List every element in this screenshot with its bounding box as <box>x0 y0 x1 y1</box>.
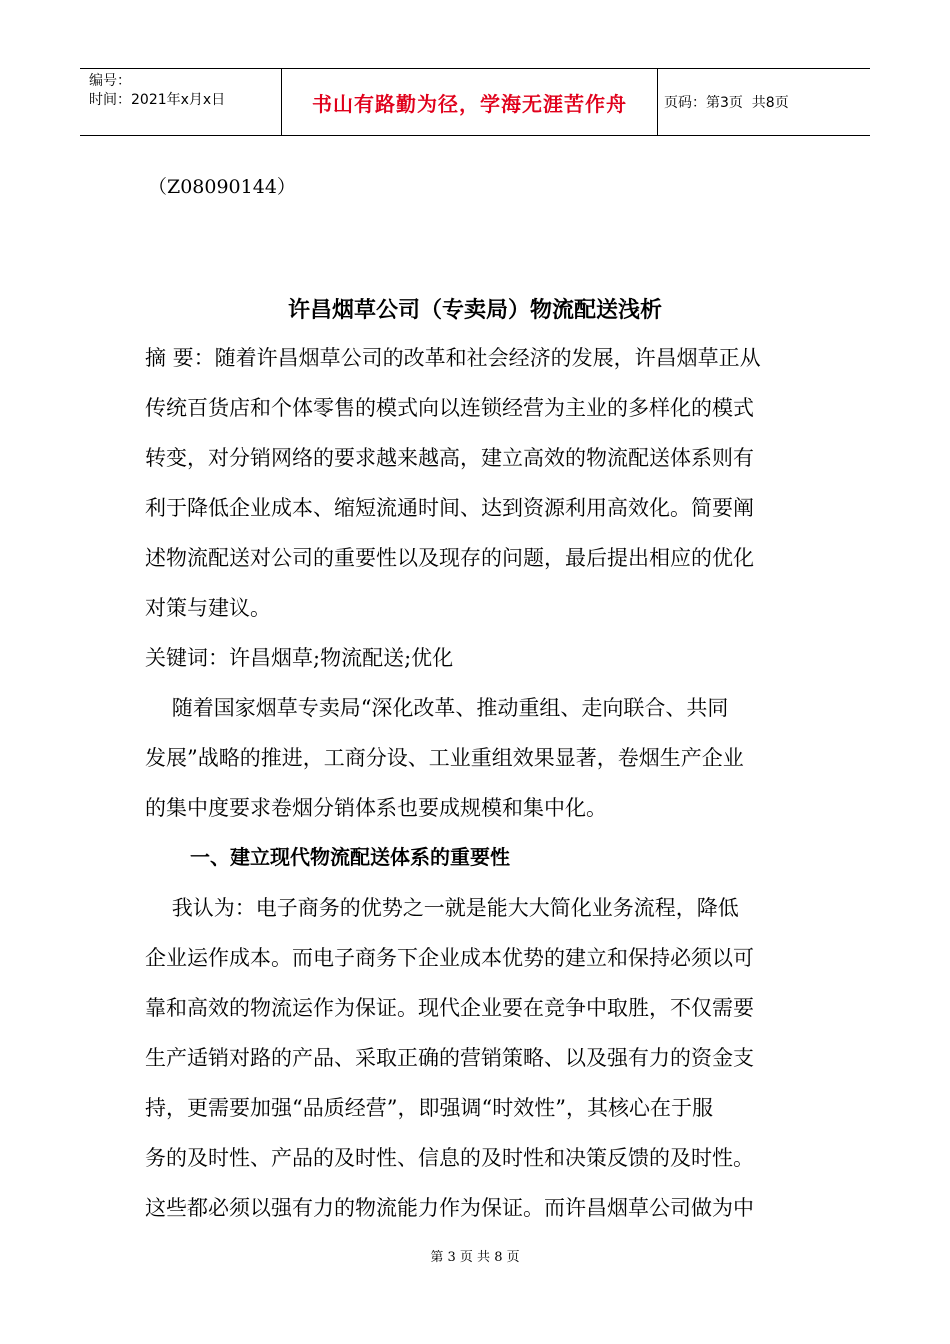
intro-line: 发展”战略的推进，工商分设、工业重组效果显著，卷烟生产企业 <box>145 746 744 770</box>
section-line: 企业运作成本。而电子商务下企业成本优势的建立和保持必须以可 <box>145 946 754 970</box>
section-line: 持，更需要加强“品质经营”，即强调“时效性”，其核心在于服 <box>145 1096 713 1120</box>
abstract-line: 传统百货店和个体零售的模式向以连锁经营为主业的多样化的模式 <box>145 396 754 420</box>
page-title: 许昌烟草公司（专卖局）物流配送浅析 <box>287 298 662 323</box>
section-line: 我认为：电子商务的优势之一就是能大大简化业务流程，降低 <box>145 896 739 920</box>
abstract-line: 对策与建议。 <box>145 596 271 620</box>
time-label: 时间：2021年x月x日 <box>89 92 226 108</box>
abstract-line: 述物流配送对公司的重要性以及现存的问题，最后提出相应的优化 <box>145 546 754 570</box>
abstract-line: 转变，对分销网络的要求越来越高，建立高效的物流配送体系则有 <box>145 446 754 470</box>
keywords-line: 关键词：许昌烟草;物流配送;优化 <box>145 646 454 670</box>
header-motto: 书山有路勤为径，学海无涯苦作舟 <box>282 69 658 135</box>
section-line: 生产适销对路的产品、采取正确的营销策略、以及强有力的资金支 <box>145 1046 754 1070</box>
section-line: 靠和高效的物流运作为保证。现代企业要在竞争中取胜，不仅需要 <box>145 996 754 1020</box>
header-meta <box>80 69 282 135</box>
intro-line: 随着国家烟草专卖局“深化改革、推动重组、走向联合、共同 <box>145 696 729 720</box>
abstract-line: 利于降低企业成本、缩短流通时间、达到资源利用高效化。简要阐 <box>145 496 754 520</box>
page-header <box>80 68 870 136</box>
number-label: 编号： <box>89 73 131 89</box>
intro-line: 的集中度要求卷烟分销体系也要成规模和集中化。 <box>145 796 607 820</box>
abstract-line: 摘 要：随着许昌烟草公司的改革和社会经济的发展，许昌烟草正从 <box>145 346 761 370</box>
section-heading: 一、建立现代物流配送体系的重要性 <box>190 845 510 869</box>
doc-code: （Z08090144） <box>148 176 296 198</box>
header-page-info <box>658 69 870 135</box>
section-line: 务的及时性、产品的及时性、信息的及时性和决策反馈的及时性。 <box>145 1146 754 1170</box>
section-line: 这些都必须以强有力的物流能力作为保证。而许昌烟草公司做为中 <box>145 1196 754 1220</box>
page-label: 页码：第3页 共8页 <box>664 95 789 111</box>
page-footer: 第 3 页 共 8 页 <box>430 1250 520 1265</box>
